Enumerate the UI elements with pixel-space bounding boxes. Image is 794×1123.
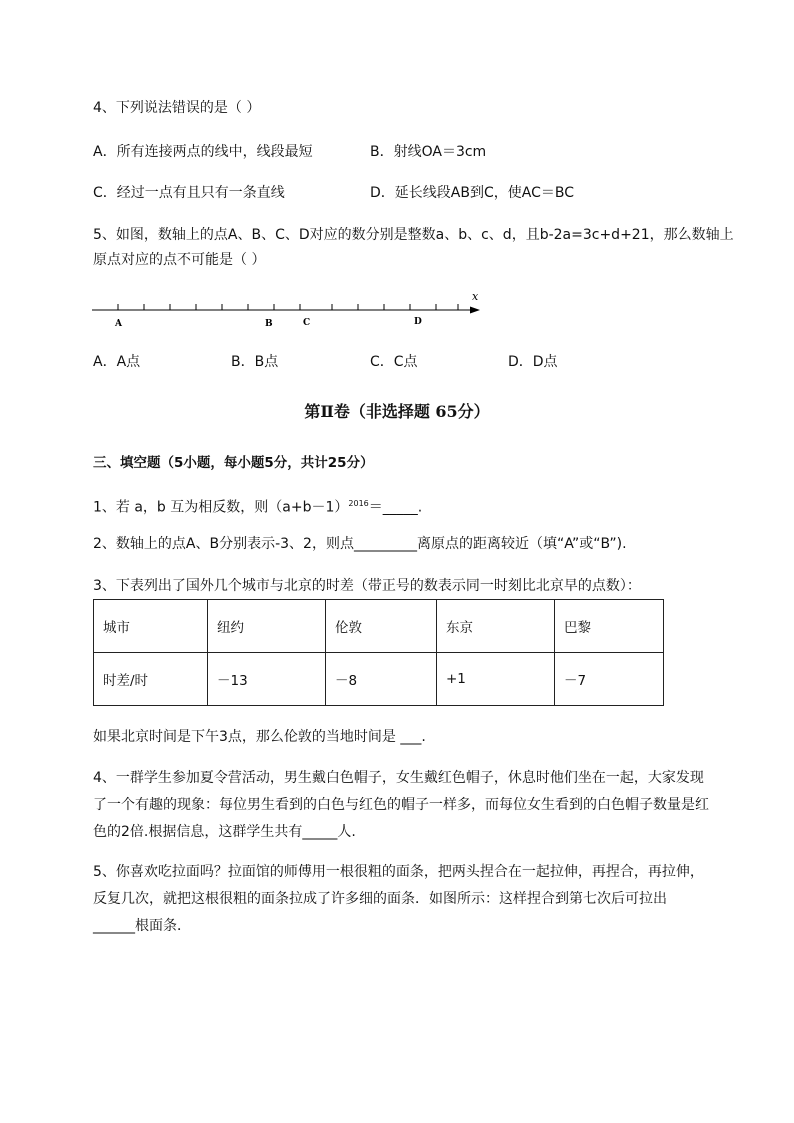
table-row xyxy=(94,600,664,653)
fill-q4-line1: 4、一群学生参加夏令营活动，男生戴白色帽子，女生戴红色帽子，休息时他们坐在一起，大家发现 xyxy=(93,770,704,786)
fill-q1-blank: ＝_____. xyxy=(368,499,423,516)
fill-q3-question: 如果北京时间是下午3点，那么伦敦的当地时间是 ___. xyxy=(93,729,426,745)
fill-q5 xyxy=(93,859,743,940)
fill-q2: 2、数轴上的点A、B分别表示-3、2，则点_________离原点的距离较近（填“A”或“B”). xyxy=(93,536,627,552)
fill-q1 xyxy=(93,494,422,518)
fill-q5-line2: 反复几次，就把这根很粗的面条拉成了许多细的面条．如图所示：这样捏合到第七次后可拉出 xyxy=(93,891,667,907)
time-difference-table xyxy=(93,599,664,706)
point-d-label: D xyxy=(414,317,422,327)
number-line-ticks xyxy=(118,304,458,310)
number-line-arrow xyxy=(470,307,480,314)
fill-q4-line2: 了一个有趣的现象：每位男生看到的白色与红色的帽子一样多，而每位女生看到的白色帽子数量是红 xyxy=(93,797,709,813)
fill-q5-line1: 5、你喜欢吃拉面吗？拉面馆的师傅用一根很粗的面条，把两头捏合在一起拉伸，再捏合，再拉伸， xyxy=(93,864,704,880)
table-cell: 时差/时 xyxy=(94,653,208,706)
q4-option-c: C．经过一点有且只有一条直线 xyxy=(93,185,285,201)
table-cell: 伦敦 xyxy=(326,600,437,653)
point-c-label: C xyxy=(303,318,311,328)
table-cell: －7 xyxy=(555,653,664,706)
q4-option-a: A．所有连接两点的线中，线段最短 xyxy=(93,144,313,160)
q5-stem-line2: 原点对应的点不可能是（ ） xyxy=(93,252,266,268)
fill-q4 xyxy=(93,765,743,846)
fill-q3-stem: 3、下表列出了国外几个城市与北京的时差（带正号的数表示同一时刻比北京早的点数）： xyxy=(93,578,641,594)
table-cell: 东京 xyxy=(437,600,555,653)
table-cell: 巴黎 xyxy=(555,600,664,653)
table-cell: 纽约 xyxy=(208,600,326,653)
q4-option-d: D．延长线段AB到C，使AC＝BC xyxy=(370,185,574,201)
fill-q1-text: 1、若 a，b 互为相反数，则（a+b－1） xyxy=(93,499,349,516)
table-cell: +1 xyxy=(437,653,555,706)
q4-stem: 4、下列说法错误的是（ ） xyxy=(93,100,261,116)
table-cell: －8 xyxy=(326,653,437,706)
fill-q4-line3: 色的2倍.根据信息，这群学生共有_____人. xyxy=(93,824,356,840)
number-line-figure xyxy=(88,288,488,332)
table-cell: －13 xyxy=(208,653,326,706)
fill-q5-line3: ______根面条． xyxy=(93,918,191,934)
q4-option-b: B．射线OA＝3cm xyxy=(370,144,487,160)
table-cell: 城市 xyxy=(94,600,208,653)
q5-option-d: D．D点 xyxy=(508,354,558,370)
table-row xyxy=(94,653,664,706)
section-title: 第Ⅱ卷（非选择题 65分） xyxy=(304,402,490,421)
fill-in-heading: 三、填空题（5小题，每小题5分，共计25分） xyxy=(93,455,374,471)
fill-q1-exponent: 2016 xyxy=(348,499,369,508)
point-a-label: A xyxy=(115,319,122,329)
number-line-var-label: x xyxy=(472,290,479,303)
q5-stem-line1: 5、如图，数轴上的点A、B、C、D对应的数分别是整数a、b、c、d，且b-2a=3c+d+21，那么数轴上 xyxy=(93,227,734,243)
q5-option-b: B．B点 xyxy=(231,354,279,370)
point-b-label: B xyxy=(265,319,273,329)
q5-option-a: A．A点 xyxy=(93,354,141,370)
q5-option-c: C．C点 xyxy=(370,354,418,370)
